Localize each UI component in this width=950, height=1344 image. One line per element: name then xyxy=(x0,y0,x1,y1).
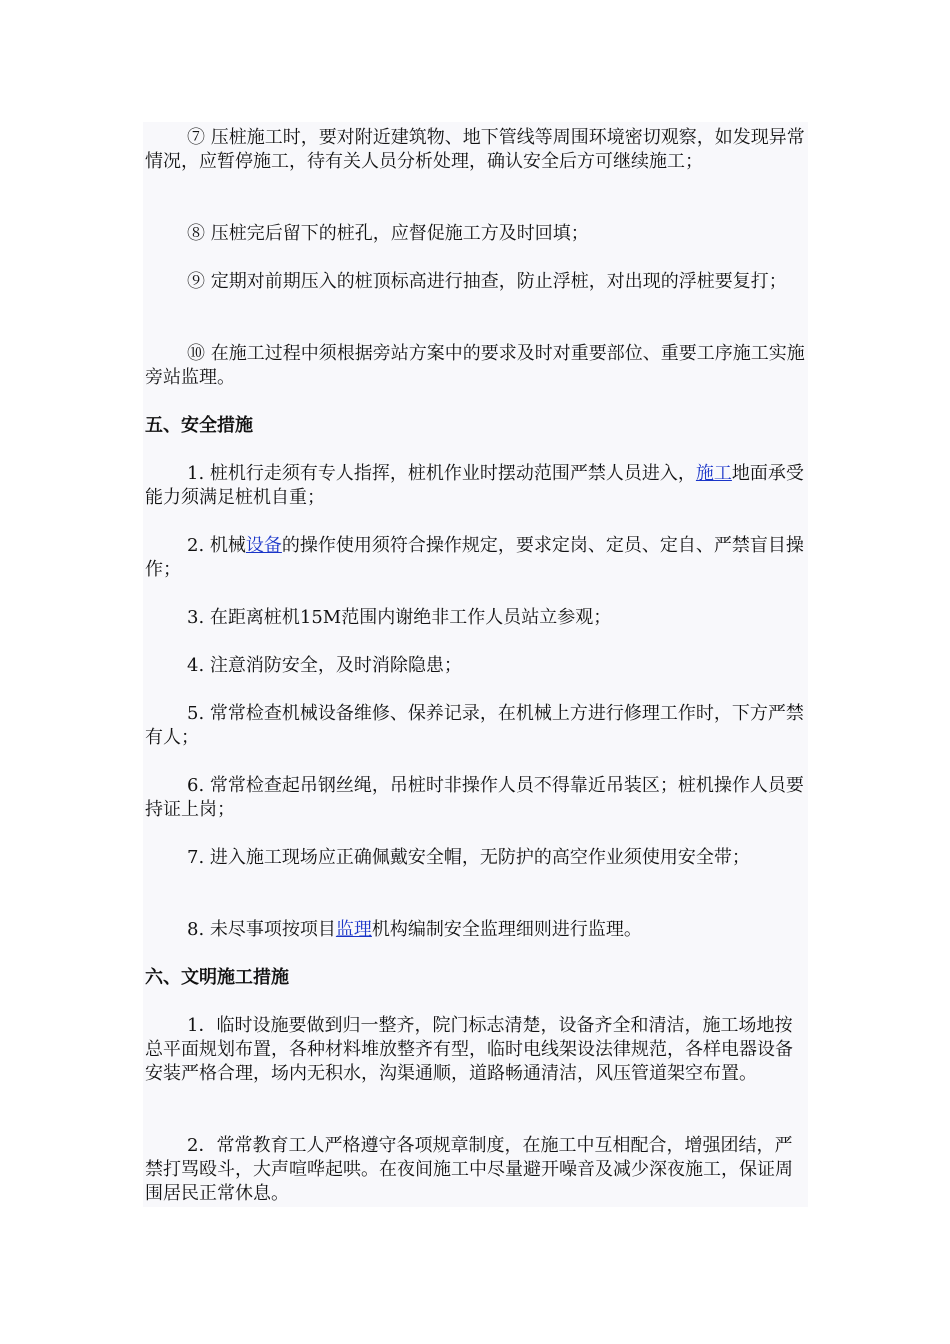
link-construction[interactable]: 施工 xyxy=(695,463,732,484)
safety-item-8 xyxy=(145,918,805,942)
paragraph-item-10: ⑩ 在施工过程中须根据旁站方案中的要求及时对重要部位、重要工序施工实施旁站监理。 xyxy=(145,343,805,388)
safety-item-7: 7. 进入施工现场应正确佩戴安全帽，无防护的高空作业须使用安全带； xyxy=(187,847,750,868)
document-page xyxy=(143,122,808,1207)
safety-item-1 xyxy=(145,462,805,510)
link-supervision[interactable]: 监理 xyxy=(335,919,372,940)
safety-item-8-text-a: 8. 未尽事项按项目 xyxy=(187,919,336,940)
section-heading-civilized-construction: 六、文明施工措施 xyxy=(145,967,289,988)
safety-item-2-text-b: 的操作使用须符合操作规定，要求定岗、定员、定自、严禁盲目操作； xyxy=(145,535,804,580)
section-heading-safety: 五、安全措施 xyxy=(145,415,253,436)
paragraph-item-9: ⑨ 定期对前期压入的桩顶标高进行抽查，防止浮桩，对出现的浮桩要复打； xyxy=(187,271,787,292)
safety-item-6: 6. 常常检查起吊钢丝绳，吊桩时非操作人员不得靠近吊装区；桩机操作人员要持证上岗； xyxy=(145,775,804,820)
safety-item-4: 4. 注意消防安全，及时消除隐患； xyxy=(187,655,462,676)
civilized-item-2: 2．常常教育工人严格遵守各项规章制度，在施工中互相配合，增强团结，严禁打骂殴斗，大声喧哗起哄。在夜间施工中尽量避开噪音及减少深夜施工，保证周围居民正常休息。 xyxy=(145,1135,793,1204)
safety-item-1-text-b: 地面承受能力须满足桩机自重； xyxy=(145,463,804,508)
civilized-item-1: 1．临时设施要做到归一整齐，院门标志清楚，设备齐全和清洁，施工场地按总平面规划布置，各种材料堆放整齐有型，临时电线架设法律规范，各样电器设备安装严格合理，场内无积水，沟渠通顺，道路畅通清洁，风压管道架空布置。 xyxy=(145,1015,793,1084)
paragraph-item-8: ⑧ 压桩完后留下的桩孔，应督促施工方及时回填； xyxy=(187,223,589,244)
safety-item-2 xyxy=(145,534,805,582)
safety-item-8-text-b: 机构编制安全监理细则进行监理。 xyxy=(371,919,642,940)
paragraph-item-7: ⑦ 压桩施工时，要对附近建筑物、地下管线等周围环境密切观察，如发现异常情况，应暂停施工，待有关人员分析处理，确认安全后方可继续施工； xyxy=(145,127,805,172)
safety-item-3: 3. 在距离桩机15M范围内谢绝非工作人员站立参观； xyxy=(187,607,612,628)
link-equipment[interactable]: 设备 xyxy=(245,535,282,556)
safety-item-5: 5. 常常检查机械设备维修、保养记录，在机械上方进行修理工作时，下方严禁有人； xyxy=(145,703,804,748)
safety-item-1-text-a: 1. 桩机行走须有专人指挥，桩机作业时摆动范围严禁人员进入， xyxy=(187,463,696,484)
safety-item-2-text-a: 2. 机械 xyxy=(187,535,246,556)
